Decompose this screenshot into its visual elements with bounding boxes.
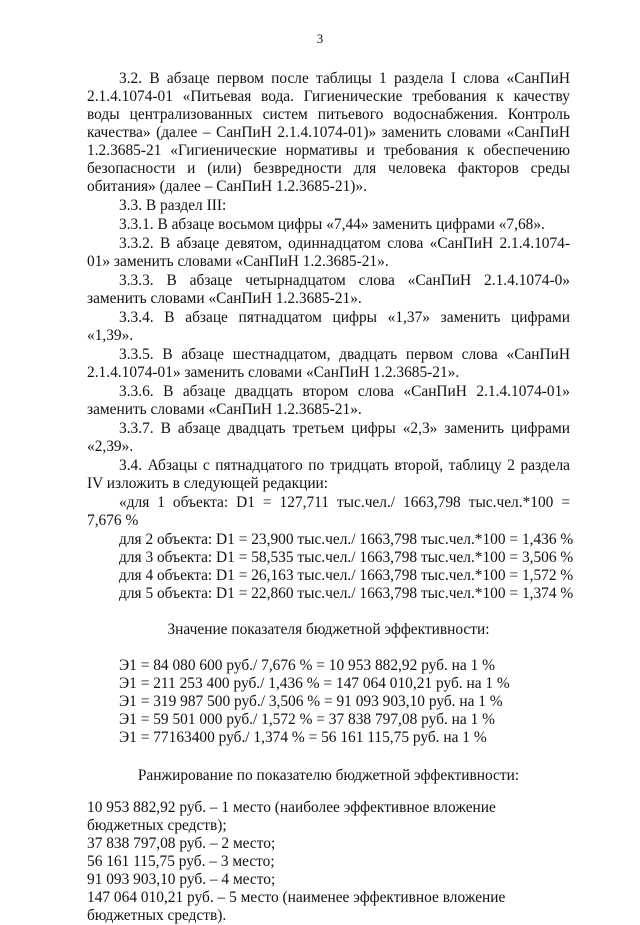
efficiency-heading: Значение показателя бюджетной эффективности: — [167, 621, 490, 638]
ranking-item: 147 064 010,21 руб. – 5 место (наименее эффективное вложение бюджетных средств). — [87, 889, 506, 924]
paragraph-3-3-5: 3.3.5. В абзаце шестнадцатом, двадцать первом слова «СанПиН 2.1.4.1074-01» заменить словами «СанПиН 1.2.3685-21». — [87, 346, 570, 381]
object-3-formula: для 3 объекта: D1 = 58,535 тыс.чел./ 1663,798 тыс.чел.*100 = 3,506 % — [119, 549, 574, 566]
ranking-item: 10 953 882,92 руб. – 1 место (наиболее эффективное вложение бюджетных средств); — [87, 799, 496, 834]
paragraph-3-2: 3.2. В абзаце первом после таблицы 1 раздела I слова «СанПиН 2.1.4.1074-01 «Питьевая вода. Гигиенические требования к качеству воды централизованных систем питьевого водоснабжения. Контроль качества» (далее – СанПиН 2.1.4.1074-01)» заменить словами «СанПиН 1.2.3685-21 «Гигиенические нормативы и требования к обеспечению безопасности и (или) безвредности для человека факторов среды обитания» (далее – СанПиН 1.2.3685-21)». — [87, 70, 570, 195]
ranking-item: 56 161 115,75 руб. – 3 место; — [87, 853, 275, 870]
efficiency-line: Э1 = 59 501 000 руб./ 1,572 % = 37 838 797,08 руб. на 1 % — [119, 711, 495, 728]
efficiency-line: Э1 = 84 080 600 руб./ 7,676 % = 10 953 882,92 руб. на 1 % — [119, 657, 495, 674]
paragraph-3-3-1: 3.3.1. В абзаце восьмом цифры «7,44» заменить цифрами «7,68». — [119, 216, 545, 233]
paragraph-3-3-4: 3.3.4. В абзаце пятнадцатом цифры «1,37» заменить цифрами «1,39». — [87, 309, 570, 344]
paragraph-3-4: 3.4. Абзацы с пятнадцатого по тридцать второй, таблицу 2 раздела IV изложить в следующей редакции: — [87, 457, 570, 492]
efficiency-line: Э1 = 211 253 400 руб./ 1,436 % = 147 064 010,21 руб. на 1 % — [119, 675, 510, 692]
object-4-formula: для 4 объекта: D1 = 26,163 тыс.чел./ 1663,798 тыс.чел.*100 = 1,572 % — [119, 567, 574, 584]
efficiency-line: Э1 = 77163400 руб./ 1,374 % = 56 161 115,75 руб. на 1 % — [119, 729, 487, 746]
page-number: 3 — [316, 31, 324, 46]
efficiency-line: Э1 = 319 987 500 руб./ 3,506 % = 91 093 903,10 руб. на 1 % — [119, 693, 503, 710]
document-body — [87, 70, 574, 925]
paragraph-3-3: 3.3. В раздел III: — [119, 197, 227, 214]
paragraph-3-3-3: 3.3.3. В абзаце четырнадцатом слова «СанПиН 2.1.4.1074-0» заменить словами «СанПиН 1.2.3685-21». — [87, 272, 570, 307]
ranking-item: 91 093 903,10 руб. – 4 место; — [87, 871, 276, 888]
paragraph-3-3-7: 3.3.7. В абзаце двадцать третьем цифры «2,3» заменить цифрами «2,39». — [87, 420, 570, 455]
paragraph-3-3-2: 3.3.2. В абзаце девятом, одиннадцатом слова «СанПиН 2.1.4.1074-01» заменить словами «СанПиН 1.2.3685-21». — [87, 235, 570, 270]
object-5-formula: для 5 объекта: D1 = 22,860 тыс.чел./ 1663,798 тыс.чел.*100 = 1,374 % — [119, 585, 574, 602]
object-2-formula: для 2 объекта: D1 = 23,900 тыс.чел./ 1663,798 тыс.чел.*100 = 1,436 % — [119, 531, 574, 548]
object-1-formula: «для 1 объекта: D1 = 127,711 тыс.чел./ 1663,798 тыс.чел.*100 = 7,676 % — [87, 494, 570, 529]
paragraph-3-3-6: 3.3.6. В абзаце двадцать втором слова «СанПиН 2.1.4.1074-01» заменить словами «СанПиН 1.2.3685-21». — [87, 383, 570, 418]
ranking-heading: Ранжирование по показателю бюджетной эффективности: — [137, 767, 520, 784]
ranking-item: 37 838 797,08 руб. – 2 место; — [87, 835, 276, 852]
